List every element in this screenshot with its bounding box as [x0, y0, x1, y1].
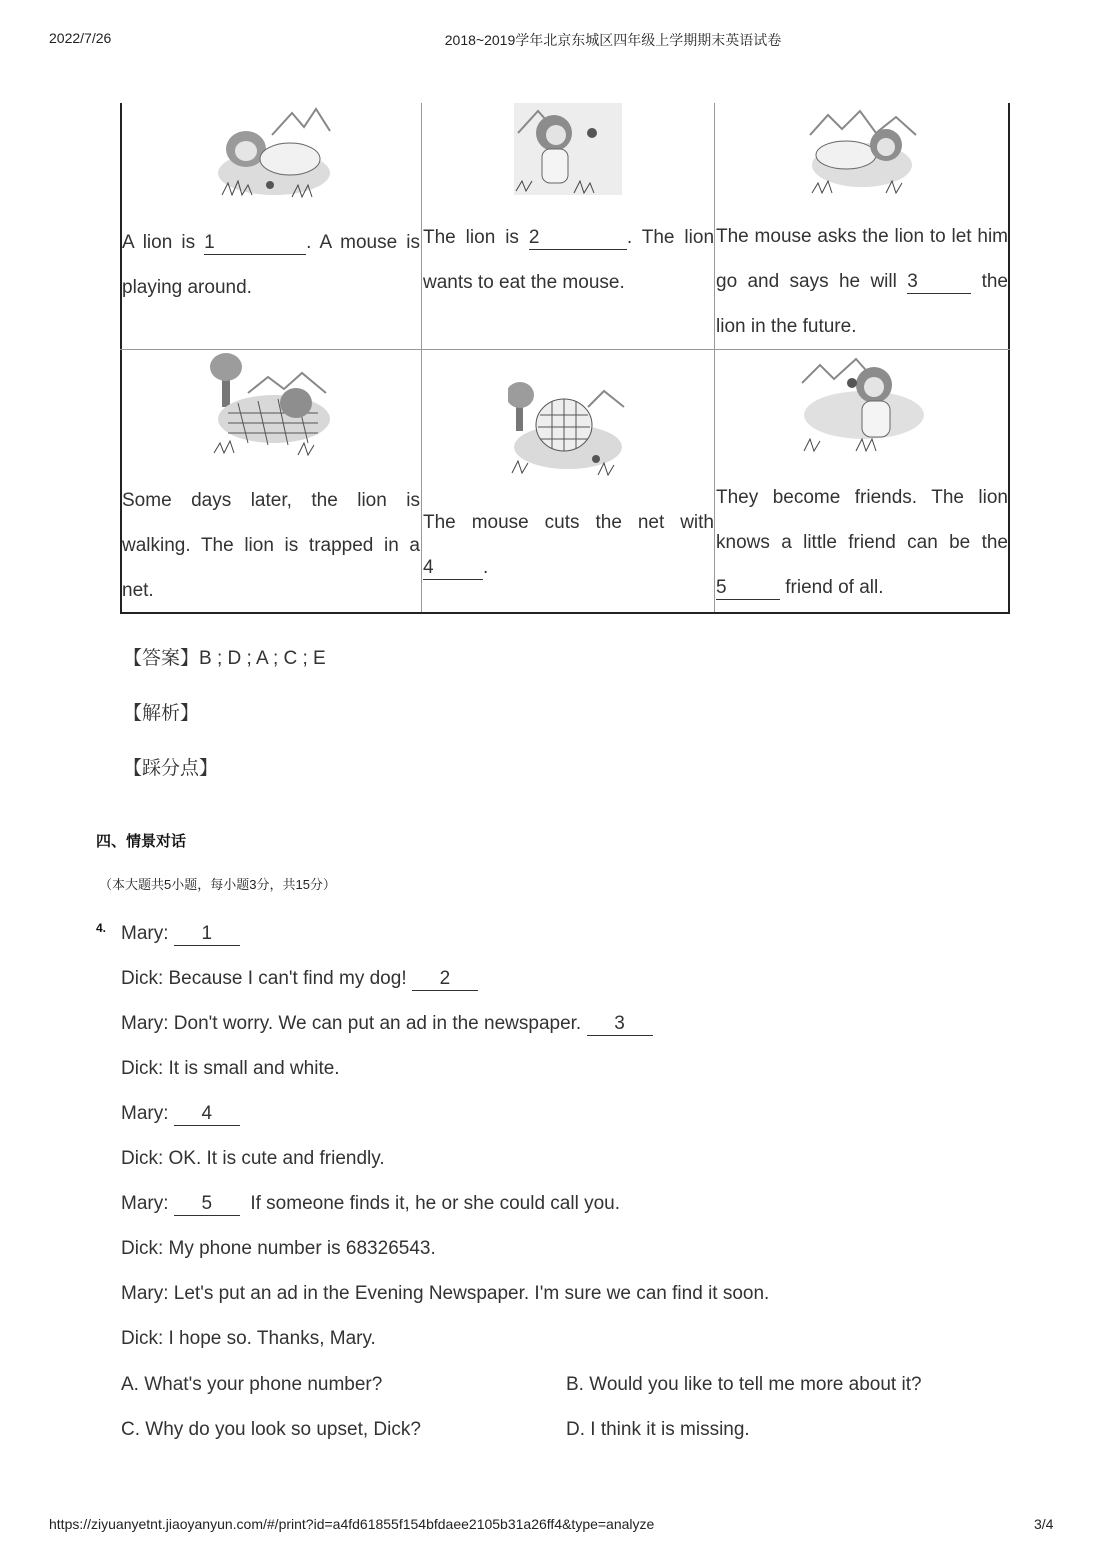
dialogue-line: Dick: OK. It is cute and friendly.	[121, 1148, 385, 1169]
story-caption-1: A lion is 1 . A mouse is playing around.	[122, 232, 420, 298]
story-caption-2: The lion is 2 . The lion wants to eat the mouse.	[423, 227, 715, 293]
blank-5: 5	[716, 577, 780, 600]
dialogue-line: Mary: 1	[121, 923, 240, 946]
blank-4: 4	[423, 557, 483, 580]
lion-and-mouse-friends-illustration	[800, 355, 928, 455]
answer-line	[123, 643, 326, 670]
section-subtitle: （本大题共5小题，每小题3分，共15分）	[99, 877, 336, 892]
story-caption-5: The mouse cuts the net with 4 .	[423, 512, 714, 578]
option-d: D. I think it is missing.	[566, 1419, 750, 1440]
dialogue-line: Dick: I hope so. Thanks, Mary.	[121, 1328, 376, 1349]
option-b: B. Would you like to tell me more about it?	[566, 1374, 922, 1395]
document-title: 2018~2019学年北京东城区四年级上学期期末英语试卷	[444, 32, 782, 48]
dialogue-line: Dick: My phone number is 68326543.	[121, 1238, 436, 1259]
blank-3: 3	[907, 271, 971, 294]
story-table	[120, 103, 1010, 614]
analysis-label: 【解析】	[123, 703, 200, 724]
dialogue-line: Mary: Don't worry. We can put an ad in the newspaper. 3	[121, 1013, 653, 1036]
lion-catching-mouse-illustration	[514, 103, 622, 195]
answer-value: B ; D ; A ; C ; E	[199, 648, 326, 669]
dialogue-blank-2: 2	[412, 968, 478, 991]
dialogue-blank-1: 1	[174, 923, 240, 946]
dialogue-line: Dick: It is small and white.	[121, 1058, 340, 1079]
dialogue-line: Mary: 4	[121, 1103, 240, 1126]
dialogue-line: Mary: 5 If someone finds it, he or she could call you.	[121, 1193, 620, 1214]
dialogue-blank-4: 4	[174, 1103, 240, 1126]
dialogue-line: Dick: Because I can't find my dog! 2	[121, 968, 478, 991]
lion-and-mouse-talking-illustration	[806, 105, 918, 197]
section-title: 四、情景对话	[96, 833, 187, 850]
mouse-cutting-net-illustration	[508, 377, 626, 477]
lion-trapped-in-net-illustration	[208, 353, 334, 459]
lion-sleeping-illustration	[212, 105, 332, 203]
page-url: https://ziyuanyetnt.jiaoyanyun.com/#/print?id=a4fd61855f154bfdaee2105b31a26ff4&type=analyze	[49, 1516, 655, 1532]
blank-1: 1	[204, 232, 306, 255]
blank-2: 2	[529, 227, 627, 250]
dialogue-blank-3: 3	[587, 1013, 653, 1036]
dialogue-blank-5: 5	[174, 1193, 240, 1216]
option-a: A. What's your phone number?	[121, 1374, 383, 1395]
story-caption-4: Some days later, the lion is walking. The lion is trapped in a net.	[122, 490, 420, 601]
answer-label: 【答案】	[123, 648, 200, 669]
page-number: 3/4	[1034, 1516, 1054, 1532]
scoring-points-label: 【踩分点】	[123, 758, 219, 779]
option-c: C. Why do you look so upset, Dick?	[121, 1419, 421, 1440]
story-caption-3: The mouse asks the lion to let him go and says he will 3 the lion in the future.	[716, 226, 1008, 337]
question-number: 4.	[96, 921, 107, 935]
dialogue-line: Mary: Let's put an ad in the Evening Newspaper. I'm sure we can find it soon.	[121, 1283, 770, 1304]
story-caption-6: They become friends. The lion knows a little friend can be the 5 friend of all.	[716, 487, 1008, 598]
print-date: 2022/7/26	[49, 30, 112, 46]
